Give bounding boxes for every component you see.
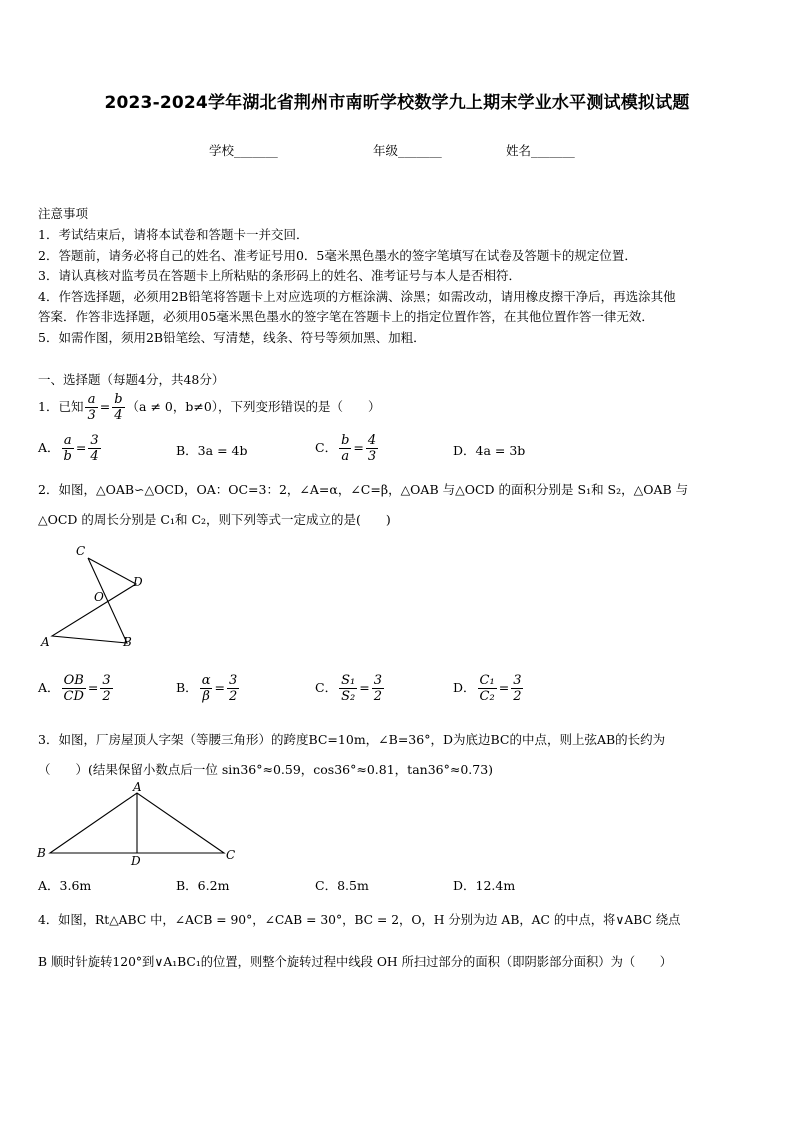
similar-triangles-figure <box>36 540 156 650</box>
option-a[interactable]: A． $\frac{OB}{CD}$ = $\frac{3}{2}$ <box>38 673 111 704</box>
option-d[interactable]: D． $\frac{\text{C₁}}{\text{C₂}}$ = $\frac{3}{2}$ <box>453 673 522 704</box>
option-c[interactable]: C． $\frac{\text{S₁}}{\text{S₂}}$ = $\frac{3}{2}$ <box>315 673 382 704</box>
label-b: B <box>123 635 132 649</box>
section-heading: 一、选择题（每题4分，共48分） <box>38 372 225 387</box>
question-1: 1．已知 $\frac{a}{3}$ = $\frac{b}{4}$ （a ≠ 0，b≠0），下列变形错误的是（ ） <box>38 392 381 423</box>
option-b[interactable]: B．3a = 4b <box>176 443 248 458</box>
option-c[interactable]: C． $\frac{b}{a}$ = $\frac{4}{3}$ <box>315 433 377 464</box>
question-3-line2: （ ）(结果保留小数点后一位 sin36°≈0.59，cos36°≈0.81，tan36°≈0.73) <box>38 762 494 777</box>
fraction: $\frac{a}{3}$ <box>87 392 96 423</box>
option-d[interactable]: D．4a = 3b <box>453 443 526 458</box>
notice-item: 2．答题前，请务必将自己的姓名、准考证号用0．5毫米黑色墨水的签字笔填写在试卷及答题卡的规定位置． <box>38 248 637 263</box>
option-c[interactable]: C．8.5m <box>315 878 369 893</box>
option-a[interactable]: A． $\frac{a}{b}$ = $\frac{3}{4}$ <box>38 433 99 464</box>
label-d: D <box>133 575 143 589</box>
option-b[interactable]: B． $\frac{\alpha}{\beta}$ = $\frac{3}{2}$ <box>176 673 238 704</box>
school-field: 学校_______ <box>209 143 278 158</box>
option-b[interactable]: B．6.2m <box>176 878 230 893</box>
option-a[interactable]: A．3.6m <box>38 878 92 893</box>
label-o: O <box>94 590 104 604</box>
fraction: $\frac{b}{4}$ <box>114 392 123 423</box>
label-a: A <box>133 780 142 794</box>
roof-truss-figure <box>34 780 244 870</box>
grade-field: 年级_______ <box>373 143 442 158</box>
question-3-line1: 3．如图，厂房屋顶人字架（等腰三角形）的跨度BC=10m，∠B=36°，D为底边BC的中点，则上弦AB的长约为 <box>38 732 666 747</box>
question-2-line2: △OCD 的周长分别是 C₁和 C₂，则下列等式一定成立的是( ) <box>38 512 391 527</box>
notice-item: 4．作答选择题，必须用2B铅笔将答题卡上对应选项的方框涂满、涂黑；如需改动，请用橡皮擦干净后，再选涂其他 <box>38 289 676 304</box>
label-c: C <box>226 848 236 862</box>
label-d: D <box>131 854 141 868</box>
notice-item: 5．如需作图，须用2B铅笔绘、写清楚，线条、符号等须加黑、加粗． <box>38 330 426 345</box>
notice-heading: 注意事项 <box>38 206 89 221</box>
label-b: B <box>37 846 46 860</box>
notice-item: 1．考试结束后，请将本试卷和答题卡一并交回． <box>38 227 309 242</box>
question-4-line1: 4．如图，Rt△ABC 中，∠ACB = 90°，∠CAB = 30°，BC = 2，O，H 分别为边 AB，AC 的中点，将∨ABC 绕点 <box>38 913 681 927</box>
page-title: 2023-2024学年湖北省荆州市南昕学校数学九上期末学业水平测试模拟试题 <box>104 93 690 113</box>
label-a: A <box>41 635 50 649</box>
question-4-line2: B 顺时针旋转120°到∨A₁BC₁的位置，则整个旋转过程中线段 OH 所扫过部分的面积（即阴影部分面积）为（ ） <box>38 955 673 969</box>
label-c: C <box>76 544 86 558</box>
question-2-line1: 2．如图，△OAB∽△OCD，OA：OC=3：2，∠A=α，∠C=β，△OAB 与△OCD 的面积分别是 S₁和 S₂，△OAB 与 <box>38 482 689 497</box>
name-field: 姓名_______ <box>506 143 575 158</box>
notice-item: 3．请认真核对监考员在答题卡上所粘贴的条形码上的姓名、准考证号与本人是否相符． <box>38 268 521 283</box>
notice-item: 答案．作答非选择题，必须用05毫米黑色墨水的签字笔在答题卡上的指定位置作答，在其他位置作答一律无效． <box>38 309 654 324</box>
option-d[interactable]: D．12.4m <box>453 878 516 893</box>
